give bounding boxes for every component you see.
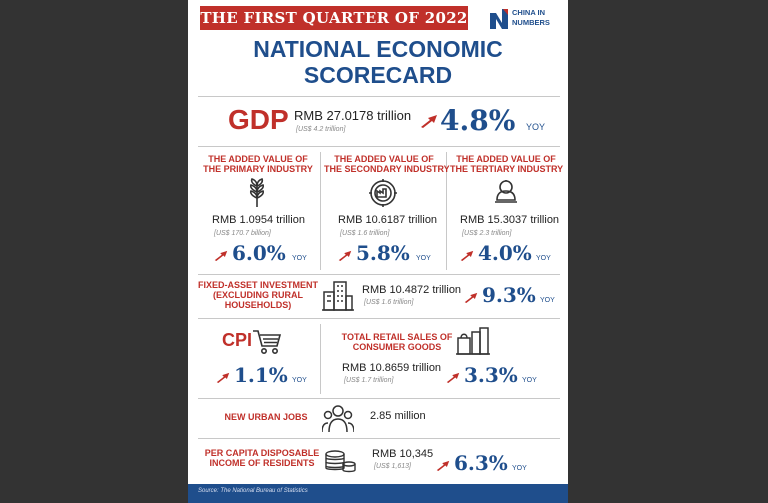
income-label [204, 448, 320, 468]
primary-label-line-1: THE ADDED VALUE OF [208, 154, 308, 164]
page-title-line-2: SCORECARD [303, 62, 453, 88]
primary-amount: RMB 1.0954 trillion [212, 214, 305, 226]
fixed-asset-usd: [US$ 1.6 trillion] [364, 299, 414, 306]
secondary-usd: [US$ 1.6 trillion] [340, 230, 390, 237]
fixed-asset-yoy: YOY [540, 297, 555, 304]
scorecard-poster [188, 0, 568, 503]
service-bell-icon [492, 178, 520, 208]
divider [198, 398, 560, 399]
divider [198, 438, 560, 439]
new-urban-jobs-amount: 2.85 million [370, 410, 426, 422]
up-arrow-icon [214, 250, 228, 261]
up-arrow-icon [436, 460, 450, 471]
retail-amount: RMB 10.8659 trillion [342, 362, 442, 374]
retail-yoy: YOY [522, 377, 537, 384]
factory-gear-icon [368, 178, 398, 208]
secondary-growth: 5.8% [356, 241, 410, 265]
retail-growth: 3.3% [464, 363, 518, 387]
up-arrow-icon [464, 292, 478, 303]
cpi-yoy: YOY [292, 377, 307, 384]
fixed-asset-label [198, 280, 318, 310]
gdp-yoy: YOY [526, 122, 546, 132]
up-arrow-icon [338, 250, 352, 261]
tertiary-usd: [US$ 2.3 trillion] [462, 230, 512, 237]
shopping-goods-icon [456, 324, 490, 356]
tertiary-yoy: YOY [536, 255, 551, 262]
tertiary-label-line-1: THE ADDED VALUE OF [456, 154, 556, 164]
up-arrow-icon [420, 114, 438, 128]
fixed-asset-line-2: (EXCLUDING RURAL [213, 290, 303, 300]
source-note: Source: The National Bureau of Statistics [198, 488, 308, 494]
primary-industry-label [198, 154, 318, 174]
fixed-asset-amount: RMB 10.4872 trillion [362, 284, 462, 296]
quarter-banner: THE FIRST QUARTER OF 2022 [200, 6, 468, 30]
brand-logo [488, 5, 566, 33]
fixed-asset-growth: 9.3% [482, 283, 536, 307]
income-amount: RMB 10,345 [372, 448, 434, 460]
up-arrow-icon [446, 372, 460, 383]
retail-label-line-1: TOTAL RETAIL SALES OF [341, 332, 453, 342]
tertiary-growth: 4.0% [478, 241, 532, 265]
brand-line-2: NUMBERS [512, 18, 550, 27]
income-label-line-2: INCOME OF RESIDENTS [209, 458, 315, 468]
new-urban-jobs-label: NEW URBAN JOBS [224, 412, 308, 422]
primary-yoy: YOY [292, 255, 307, 262]
secondary-label-line-1: THE ADDED VALUE OF [334, 154, 434, 164]
divider [198, 146, 560, 147]
secondary-label-line-2: THE SECONDARY INDUSTRY [324, 164, 450, 174]
primary-usd: [US$ 170.7 billion] [214, 230, 271, 237]
people-icon [322, 402, 354, 434]
coins-icon [324, 448, 356, 474]
fixed-asset-line-3: HOUSEHOLDS) [224, 300, 292, 310]
tertiary-amount: RMB 15.3037 trillion [460, 214, 560, 226]
divider [198, 274, 560, 275]
gdp-label: GDP [228, 104, 289, 135]
page-title-line-1: NATIONAL ECONOMIC [253, 36, 503, 62]
wheat-icon [244, 178, 270, 208]
divider [198, 318, 560, 319]
gdp-usd: [US$ 4.2 trillion] [296, 126, 346, 133]
income-yoy: YOY [512, 465, 527, 472]
income-label-line-1: PER CAPITA DISPOSABLE [204, 448, 320, 458]
shopping-cart-icon [252, 328, 282, 356]
secondary-yoy: YOY [416, 255, 431, 262]
tertiary-industry-label [450, 154, 562, 174]
income-usd: [US$ 1,613] [374, 463, 411, 470]
secondary-industry-label [324, 154, 450, 174]
divider [198, 96, 560, 97]
up-arrow-icon [216, 372, 230, 383]
tertiary-label-line-2: THE TERTIARY INDUSTRY [450, 164, 564, 174]
cpi-label: CPI [222, 330, 253, 350]
gdp-amount: RMB 27.0178 trillion [294, 108, 412, 123]
up-arrow-icon [460, 250, 474, 261]
income-growth: 6.3% [454, 451, 508, 475]
column-divider [320, 324, 321, 394]
china-in-numbers-logo-icon [488, 7, 510, 31]
primary-label-line-2: THE PRIMARY INDUSTRY [203, 164, 313, 174]
brand-line-1: CHINA IN [512, 8, 546, 17]
fixed-asset-line-1: FIXED-ASSET INVESTMENT [198, 280, 319, 290]
retail-sales-label [340, 332, 454, 352]
buildings-icon [322, 278, 354, 312]
gdp-growth: 4.8% [440, 104, 516, 137]
retail-label-line-2: CONSUMER GOODS [352, 342, 442, 352]
primary-growth: 6.0% [232, 241, 286, 265]
cpi-growth: 1.1% [234, 363, 288, 387]
retail-usd: [US$ 1.7 trillion] [344, 377, 394, 384]
column-divider [320, 152, 321, 270]
secondary-amount: RMB 10.6187 trillion [338, 214, 438, 226]
